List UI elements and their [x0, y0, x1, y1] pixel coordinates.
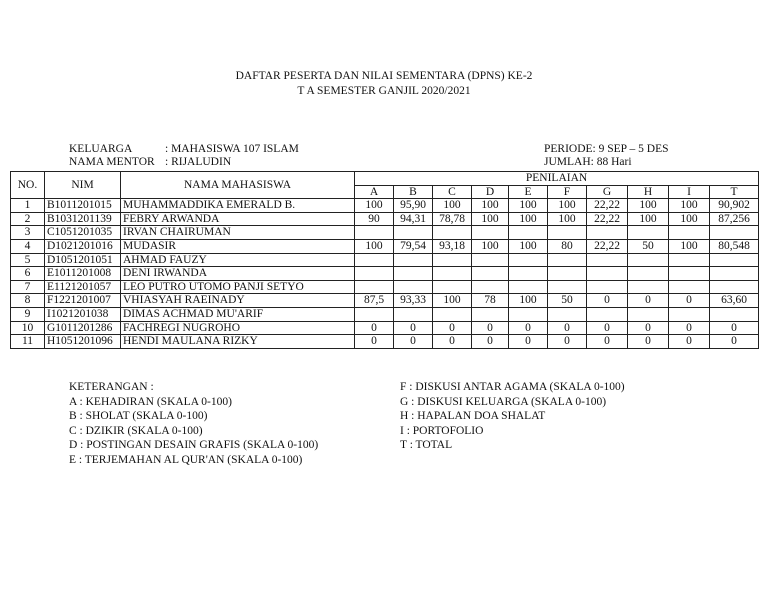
score-cell-e: [509, 280, 548, 294]
score-cell-a: [355, 307, 394, 321]
score-cell-f: 0: [548, 321, 587, 335]
score-cell-d: [472, 280, 509, 294]
score-cell-b: 94,31: [394, 212, 433, 226]
student-nim: G1011201286: [45, 321, 121, 335]
header-col-i: I: [669, 185, 710, 199]
score-cell-b: 95,90: [394, 199, 433, 213]
score-cell-b: [394, 253, 433, 267]
score-cell-a: [355, 226, 394, 240]
score-cell-c: 78,78: [433, 212, 472, 226]
score-cell-c: [433, 280, 472, 294]
score-cell-h: 0: [628, 321, 669, 335]
legend-item: G : DISKUSI KELUARGA (SKALA 0-100): [400, 395, 607, 408]
score-cell-a: [355, 280, 394, 294]
score-cell-d: 0: [472, 335, 509, 349]
score-cell-f: [548, 280, 587, 294]
score-cell-d: [472, 226, 509, 240]
table-row: [11, 307, 759, 321]
score-cell-t: [710, 267, 759, 281]
score-cell-h: 100: [628, 199, 669, 213]
student-nim: I1021201038: [45, 307, 121, 321]
row-number: 1: [11, 199, 45, 213]
table-row: [11, 267, 759, 281]
scores-table: [10, 171, 759, 349]
legend-item: A : KEHADIRAN (SKALA 0-100): [69, 395, 232, 408]
score-cell-i: [669, 253, 710, 267]
keluarga-line: [69, 143, 299, 156]
header-col-a: A: [355, 185, 394, 199]
period-info: [544, 143, 669, 169]
score-cell-h: 0: [628, 294, 669, 308]
score-cell-i: 100: [669, 212, 710, 226]
score-cell-e: [509, 253, 548, 267]
score-cell-f: 80: [548, 239, 587, 253]
score-cell-c: 100: [433, 199, 472, 213]
table-row: [11, 226, 759, 240]
score-cell-g: 22,22: [587, 239, 628, 253]
score-cell-i: [669, 267, 710, 281]
row-number: 7: [11, 280, 45, 294]
score-cell-b: 79,54: [394, 239, 433, 253]
score-cell-i: 0: [669, 294, 710, 308]
score-cell-g: 22,22: [587, 212, 628, 226]
score-cell-c: 0: [433, 321, 472, 335]
legend-item: D : POSTINGAN DESAIN GRAFIS (SKALA 0-100): [69, 439, 319, 451]
score-cell-h: [628, 307, 669, 321]
student-name: HENDI MAULANA RIZKY: [121, 335, 355, 349]
legend-right: [400, 380, 625, 453]
score-cell-t: 63,60: [710, 294, 759, 308]
header-col-c: C: [433, 185, 472, 199]
student-name: MUHAMMADDIKA EMERALD B.: [121, 199, 355, 213]
student-name: AHMAD FAUZY: [121, 253, 355, 267]
legend-item: T : TOTAL: [400, 439, 453, 451]
periode-text: PERIODE: 9 SEP – 5 DES: [544, 143, 669, 155]
student-name: MUDASIR: [121, 239, 355, 253]
legend-item: B : SHOLAT (SKALA 0-100): [69, 410, 208, 422]
score-cell-f: 100: [548, 212, 587, 226]
mentor-line: [69, 156, 299, 169]
score-cell-d: 100: [472, 239, 509, 253]
score-cell-i: 0: [669, 335, 710, 349]
score-cell-c: 0: [433, 335, 472, 349]
header-col-d: D: [472, 185, 509, 199]
score-cell-a: [355, 267, 394, 281]
score-cell-c: [433, 253, 472, 267]
score-cell-d: 100: [472, 212, 509, 226]
score-cell-g: 0: [587, 294, 628, 308]
score-cell-g: 0: [587, 335, 628, 349]
score-cell-a: 100: [355, 239, 394, 253]
legend-item: E : TERJEMAHAN AL QUR'AN (SKALA 0-100): [69, 453, 303, 466]
student-name: FEBRY ARWANDA: [121, 212, 355, 226]
score-cell-i: 0: [669, 321, 710, 335]
score-cell-a: 87,5: [355, 294, 394, 308]
score-cell-t: [710, 253, 759, 267]
jumlah-text: JUMLAH: 88 Hari: [544, 156, 632, 168]
score-cell-b: 0: [394, 321, 433, 335]
table-row: [11, 294, 759, 308]
group-info: [69, 143, 299, 169]
score-cell-i: [669, 307, 710, 321]
keluarga-label: KELUARGA: [69, 143, 133, 155]
score-cell-g: 22,22: [587, 199, 628, 213]
score-cell-t: [710, 226, 759, 240]
score-cell-g: 0: [587, 321, 628, 335]
row-number: 2: [11, 212, 45, 226]
score-cell-t: 80,548: [710, 239, 759, 253]
student-name: IRVAN CHAIRUMAN: [121, 226, 355, 240]
student-nim: C1051201035: [45, 226, 121, 240]
table-row: [11, 335, 759, 349]
student-name: VHIASYAH RAEINADY: [121, 294, 355, 308]
score-cell-f: 100: [548, 199, 587, 213]
score-cell-b: [394, 226, 433, 240]
student-nim: F1221201007: [45, 294, 121, 308]
score-cell-g: [587, 253, 628, 267]
score-cell-f: [548, 267, 587, 281]
score-cell-t: 90,902: [710, 199, 759, 213]
score-cell-d: [472, 267, 509, 281]
score-cell-t: 87,256: [710, 212, 759, 226]
student-name: DIMAS ACHMAD MU'ARIF: [121, 307, 355, 321]
row-number: 10: [11, 321, 45, 335]
row-number: 9: [11, 307, 45, 321]
score-cell-h: 50: [628, 239, 669, 253]
score-cell-d: 78: [472, 294, 509, 308]
score-cell-i: 100: [669, 199, 710, 213]
student-name: DENI IRWANDA: [121, 267, 355, 281]
legend-item: I : PORTOFOLIO: [400, 424, 484, 437]
score-cell-h: [628, 267, 669, 281]
table-row: [11, 253, 759, 267]
header-col-b: B: [394, 185, 433, 199]
score-cell-i: [669, 280, 710, 294]
score-cell-b: 93,33: [394, 294, 433, 308]
row-number: 6: [11, 267, 45, 281]
header-col-h: H: [628, 185, 669, 199]
mentor-label: NAMA MENTOR: [69, 156, 155, 168]
header-col-e: E: [509, 185, 548, 199]
header-nama: NAMA MAHASISWA: [121, 172, 355, 199]
score-cell-g: [587, 267, 628, 281]
score-cell-t: 0: [710, 335, 759, 349]
student-nim: B1031201139: [45, 212, 121, 226]
score-cell-e: 100: [509, 199, 548, 213]
mentor-value: : RIJALUDIN: [165, 156, 232, 168]
score-cell-f: [548, 226, 587, 240]
score-cell-f: 50: [548, 294, 587, 308]
score-cell-e: 100: [509, 294, 548, 308]
score-cell-f: [548, 307, 587, 321]
table-row: [11, 199, 759, 213]
score-cell-h: [628, 280, 669, 294]
score-cell-t: [710, 280, 759, 294]
score-cell-b: [394, 307, 433, 321]
score-cell-b: 0: [394, 335, 433, 349]
keluarga-value: : MAHASISWA 107 ISLAM: [165, 143, 299, 155]
row-number: 3: [11, 226, 45, 240]
student-nim: E1011201008: [45, 267, 121, 281]
header-col-f: F: [548, 185, 587, 199]
row-number: 5: [11, 253, 45, 267]
header-col-g: G: [587, 185, 628, 199]
student-nim: E1121201057: [45, 280, 121, 294]
student-name: FACHREGI NUGROHO: [121, 321, 355, 335]
table-row: [11, 321, 759, 335]
score-cell-d: [472, 307, 509, 321]
score-cell-a: 90: [355, 212, 394, 226]
score-cell-a: [355, 253, 394, 267]
table-row: [11, 280, 759, 294]
score-cell-b: [394, 280, 433, 294]
table-row: [11, 239, 759, 253]
score-cell-d: 100: [472, 199, 509, 213]
score-cell-e: [509, 307, 548, 321]
score-cell-h: 100: [628, 212, 669, 226]
student-nim: D1051201051: [45, 253, 121, 267]
row-number: 4: [11, 239, 45, 253]
score-cell-i: [669, 226, 710, 240]
table-body: [11, 199, 759, 349]
legend-item: F : DISKUSI ANTAR AGAMA (SKALA 0-100): [400, 381, 625, 393]
document-title: DAFTAR PESERTA DAN NILAI SEMENTARA (DPNS) KE-2: [235, 70, 533, 82]
header-no: NO.: [11, 172, 45, 199]
document-subtitle: T A SEMESTER GANJIL 2020/2021: [297, 85, 471, 97]
score-cell-e: 100: [509, 239, 548, 253]
header-nim: NIM: [45, 172, 121, 199]
score-cell-a: 0: [355, 321, 394, 335]
score-cell-h: [628, 226, 669, 240]
student-nim: H1051201096: [45, 335, 121, 349]
legend-heading: KETERANGAN :: [69, 381, 154, 393]
score-cell-c: [433, 307, 472, 321]
score-cell-c: [433, 267, 472, 281]
score-cell-e: 0: [509, 335, 548, 349]
score-cell-c: 93,18: [433, 239, 472, 253]
score-cell-f: 0: [548, 335, 587, 349]
student-nim: B1011201015: [45, 199, 121, 213]
score-cell-t: [710, 307, 759, 321]
score-cell-g: [587, 307, 628, 321]
score-cell-g: [587, 226, 628, 240]
header-col-t: T: [710, 185, 759, 199]
row-number: 8: [11, 294, 45, 308]
student-nim: D1021201016: [45, 239, 121, 253]
table-row: [11, 212, 759, 226]
score-cell-a: 0: [355, 335, 394, 349]
score-cell-i: 100: [669, 239, 710, 253]
score-cell-g: [587, 280, 628, 294]
score-cell-d: 0: [472, 321, 509, 335]
student-name: LEO PUTRO UTOMO PANJI SETYO: [121, 280, 355, 294]
score-cell-a: 100: [355, 199, 394, 213]
legend-item: H : HAPALAN DOA SHALAT: [400, 410, 546, 422]
score-cell-d: [472, 253, 509, 267]
score-cell-e: 100: [509, 212, 548, 226]
score-cell-t: 0: [710, 321, 759, 335]
row-number: 11: [11, 335, 45, 349]
legend-left: [69, 380, 318, 467]
legend-item: C : DZIKIR (SKALA 0-100): [69, 424, 203, 437]
score-cell-b: [394, 267, 433, 281]
score-cell-c: [433, 226, 472, 240]
score-cell-e: [509, 226, 548, 240]
score-cell-c: 100: [433, 294, 472, 308]
score-cell-f: [548, 253, 587, 267]
header-penilaian: PENILAIAN: [355, 172, 759, 186]
score-cell-h: [628, 253, 669, 267]
score-cell-e: [509, 267, 548, 281]
score-cell-e: 0: [509, 321, 548, 335]
score-cell-h: 0: [628, 335, 669, 349]
